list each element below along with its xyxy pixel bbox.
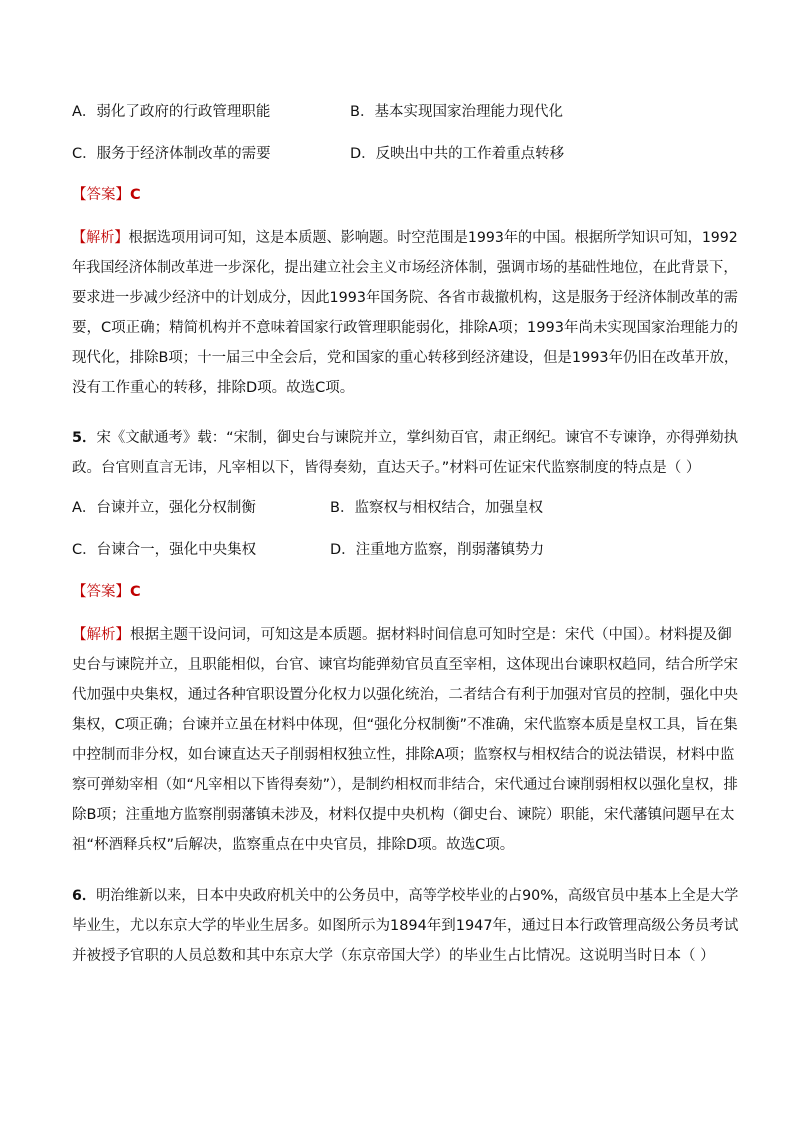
q4-option-d: D．反映出中共的工作着重点转移 [350,146,565,162]
answer-label: 【答案】 [72,584,130,600]
q4-analysis-line: 没有工作重心的转移，排除D项。故选C项。 [72,380,355,396]
analysis-label: 【解析】 [72,627,130,643]
q5-option-a: A．台谏并立，强化分权制衡 [72,500,256,516]
q5-analysis-line: 史台与谏院并立，且职能相似，台官、谏官均能弹劾官员直至宰相，这体现出台谏职权趋同，结合所学宋 [72,657,738,673]
stem-text: 明治维新以来，日本中央政府机关中的公务员中，高等学校毕业的占90%，高级官员中基本上全是大学 [96,888,739,904]
q5-analysis-line: 察可弹劾宰相（如“凡宰相以下皆得奏劾”），是制约相权而非结合，宋代通过台谏削弱相权以强化皇权，排 [72,777,738,793]
analysis-label: 【解析】 [72,230,129,246]
q4-answer [72,185,141,205]
q5-option-c: C．台谏合一，强化中央集权 [72,542,257,558]
q4-option-c: C．服务于经济体制改革的需要 [72,146,271,162]
q5-analysis-line: 中控制而非分权，如台谏直达天子削弱相权独立性，排除A项；监察权与相权结合的说法错误，材料中监 [72,747,735,763]
q4-option-a: A．弱化了政府的行政管理职能 [72,104,271,120]
analysis-text: 根据主题干设问词，可知这是本质题。据材料时间信息可知时空是：宋代（中国）。材料提及御 [130,627,732,643]
q5-answer [72,582,141,602]
q5-analysis-line [72,625,732,645]
q5-stem-line [72,428,738,448]
q5-option-b: B．监察权与相权结合，加强皇权 [330,500,543,516]
q4-analysis-line: 要，C项正确；精简机构并不意味着国家行政管理职能弱化，排除A项；1993年尚未实现国家治理能力的 [72,320,738,336]
q4-analysis-line [72,228,738,248]
analysis-text: 根据选项用词可知，这是本质题、影响题。时空范围是1993年的中国。根据所学知识可知，1992 [128,230,738,246]
q5-analysis-line: 代加强中央集权，通过各种官职设置分化权力以强化统治，二者结合有利于加强对官员的控制，强化中央 [72,687,738,703]
question-number: 5． [72,430,97,446]
q5-option-d: D．注重地方监察，削弱藩镇势力 [330,542,545,558]
q5-analysis-line: 祖“杯酒释兵权”后解决，监察重点在中央官员，排除D项。故选C项。 [72,837,515,853]
stem-text: 宋《文献通考》载：“宋制，御史台与谏院并立，掌纠劾百官，肃正纲纪。谏官不专谏诤，亦得弹劾执 [96,430,739,446]
q6-stem-line: 并被授予官职的人员总数和其中东京大学（东京帝国大学）的毕业生占比情况。这说明当时日本（ ） [72,948,715,964]
answer-value: C [130,187,141,203]
q5-analysis-line: 集权，C项正确；台谏并立虽在材料中体现，但“强化分权制衡”不准确，宋代监察本质是皇权工具，旨在集 [72,717,738,733]
q6-stem-line: 毕业生，尤以东京大学的毕业生居多。如图所示为1894年到1947年，通过日本行政管理高级公务员考试 [72,918,739,934]
q5-analysis-line: 除B项；注重地方监察削弱藩镇未涉及，材料仅提中央机构（御史台、谏院）职能，宋代藩镇问题早在太 [72,807,735,823]
answer-value: C [130,584,141,600]
q4-analysis-line: 现代化，排除B项；十一届三中全会后，党和国家的重心转移到经济建设，但是1993年仍旧在改革开放， [72,350,739,366]
q4-option-b: B．基本实现国家治理能力现代化 [350,104,563,120]
answer-label: 【答案】 [72,187,130,203]
q6-stem-line [72,886,738,906]
question-number: 6． [72,888,97,904]
q4-analysis-line: 年我国经济体制改革进一步深化，提出建立社会主义市场经济体制，强调市场的基础性地位，在此背景下， [72,260,738,276]
q4-analysis-line: 要求进一步减少经济中的计划成分，因此1993年国务院、各省市裁撤机构，这是服务于经济体制改革的需 [72,290,738,306]
q5-stem-line: 政。台官则直言无讳，凡宰相以下，皆得奏劾，直达天子。”材料可佐证宋代监察制度的特点是（ ） [72,460,701,476]
